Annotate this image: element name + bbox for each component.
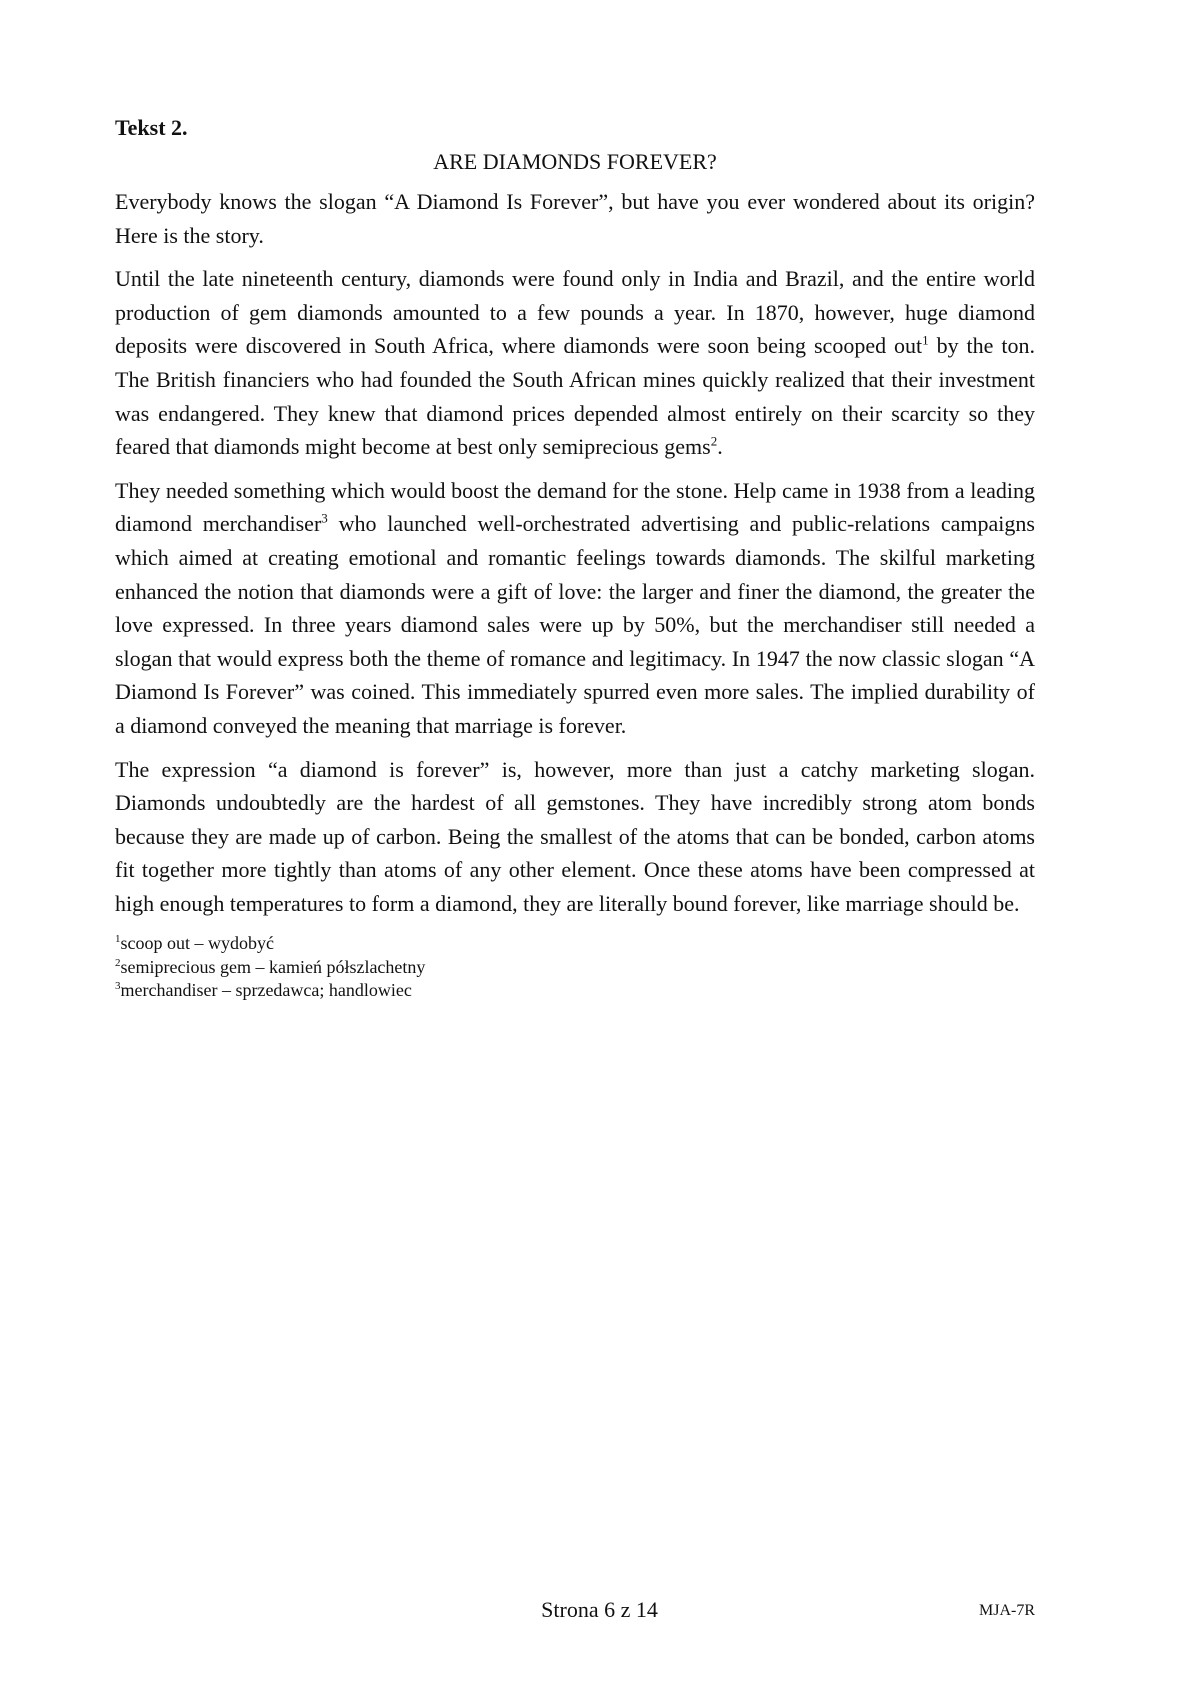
footnote-text: scoop out – wydobyć (120, 933, 274, 954)
paragraph-text: who launched well-orchestrated advertising and public-relations campaigns which aimed at creating emotional and romantic feelings towards diamonds. The skilful marketing enhanced the notion that diamonds were a gift of love: the larger and finer the diamond, the greater the love expressed. In three years diamond sales were up by 50%, but the merchandiser still needed a slogan that would express both the theme of romance and legitimacy. In 1947 the now classic slogan “A Diamond Is Forever” was coined. This immediately spurred even more sales. The implied durability of a diamond conveyed the meaning that marriage is forever. (115, 511, 1035, 738)
paragraph-2 (115, 262, 1035, 464)
exam-code: MJA-7R (978, 1602, 1035, 1619)
footnote-1 (115, 932, 1035, 956)
footnote-number: 3 (115, 980, 121, 993)
article-title: ARE DIAMONDS FOREVER? (433, 149, 717, 174)
page-number: Strona 6 z 14 (541, 1597, 658, 1622)
text-area (115, 113, 1035, 1003)
footnote-ref: 3 (321, 511, 328, 527)
paragraph-text: Everybody knows the slogan “A Diamond Is Forever”, but have you ever wondered about its origin? Here is the story. (115, 189, 1035, 248)
paragraph-text: They needed something which would boost the demand for the stone. Help came in 1938 from a leading diamond merchandiser (115, 477, 1035, 537)
footnote-number: 2 (115, 956, 121, 969)
paragraph-text: by the ton. The British financiers who had founded the South African mines quickly realized that their investment was endangered. They knew that diamond prices depended almost entirely on their scarcity so they feared that diamonds might become at best only semiprecious gems (115, 333, 1035, 460)
footnote-number: 1 (115, 933, 121, 946)
paragraph-text: The expression “a diamond is forever” is, however, more than just a catchy marketing slogan. Diamonds undoubtedly are the hardest of all gemstones. They have incredibly strong atom bonds because they are made up of carbon. Being the smallest of the atoms that can be bonded, carbon atoms fit together more tightly than atoms of any other element. Once these atoms have been compressed at high enough temperatures to form a diamond, they are literally bound forever, like marriage should be. (115, 756, 1035, 916)
footnote-ref: 1 (922, 333, 929, 349)
footnote-text: merchandiser – sprzedawca; handlowiec (120, 980, 412, 1001)
paragraph-3 (115, 474, 1035, 743)
paragraph-1 (115, 185, 1035, 252)
footnote-text: semiprecious gem – kamień półszlachetny (120, 956, 426, 977)
footnote-ref: 2 (710, 433, 718, 449)
footnote-2 (115, 956, 1035, 980)
paragraph-text: Until the late nineteenth century, diamonds were found only in India and Brazil, and the entire world production of gem diamonds amounted to a few pounds a year. In 1870, however, huge diamond deposits were discovered in South Africa, where diamonds were soon being scooped out (115, 266, 1035, 359)
paragraph-4 (115, 753, 1035, 921)
footnotes (115, 932, 1035, 1003)
section-label: Tekst 2. (115, 115, 188, 140)
footnote-3 (115, 979, 1035, 1003)
paragraph-text: . (717, 434, 723, 460)
